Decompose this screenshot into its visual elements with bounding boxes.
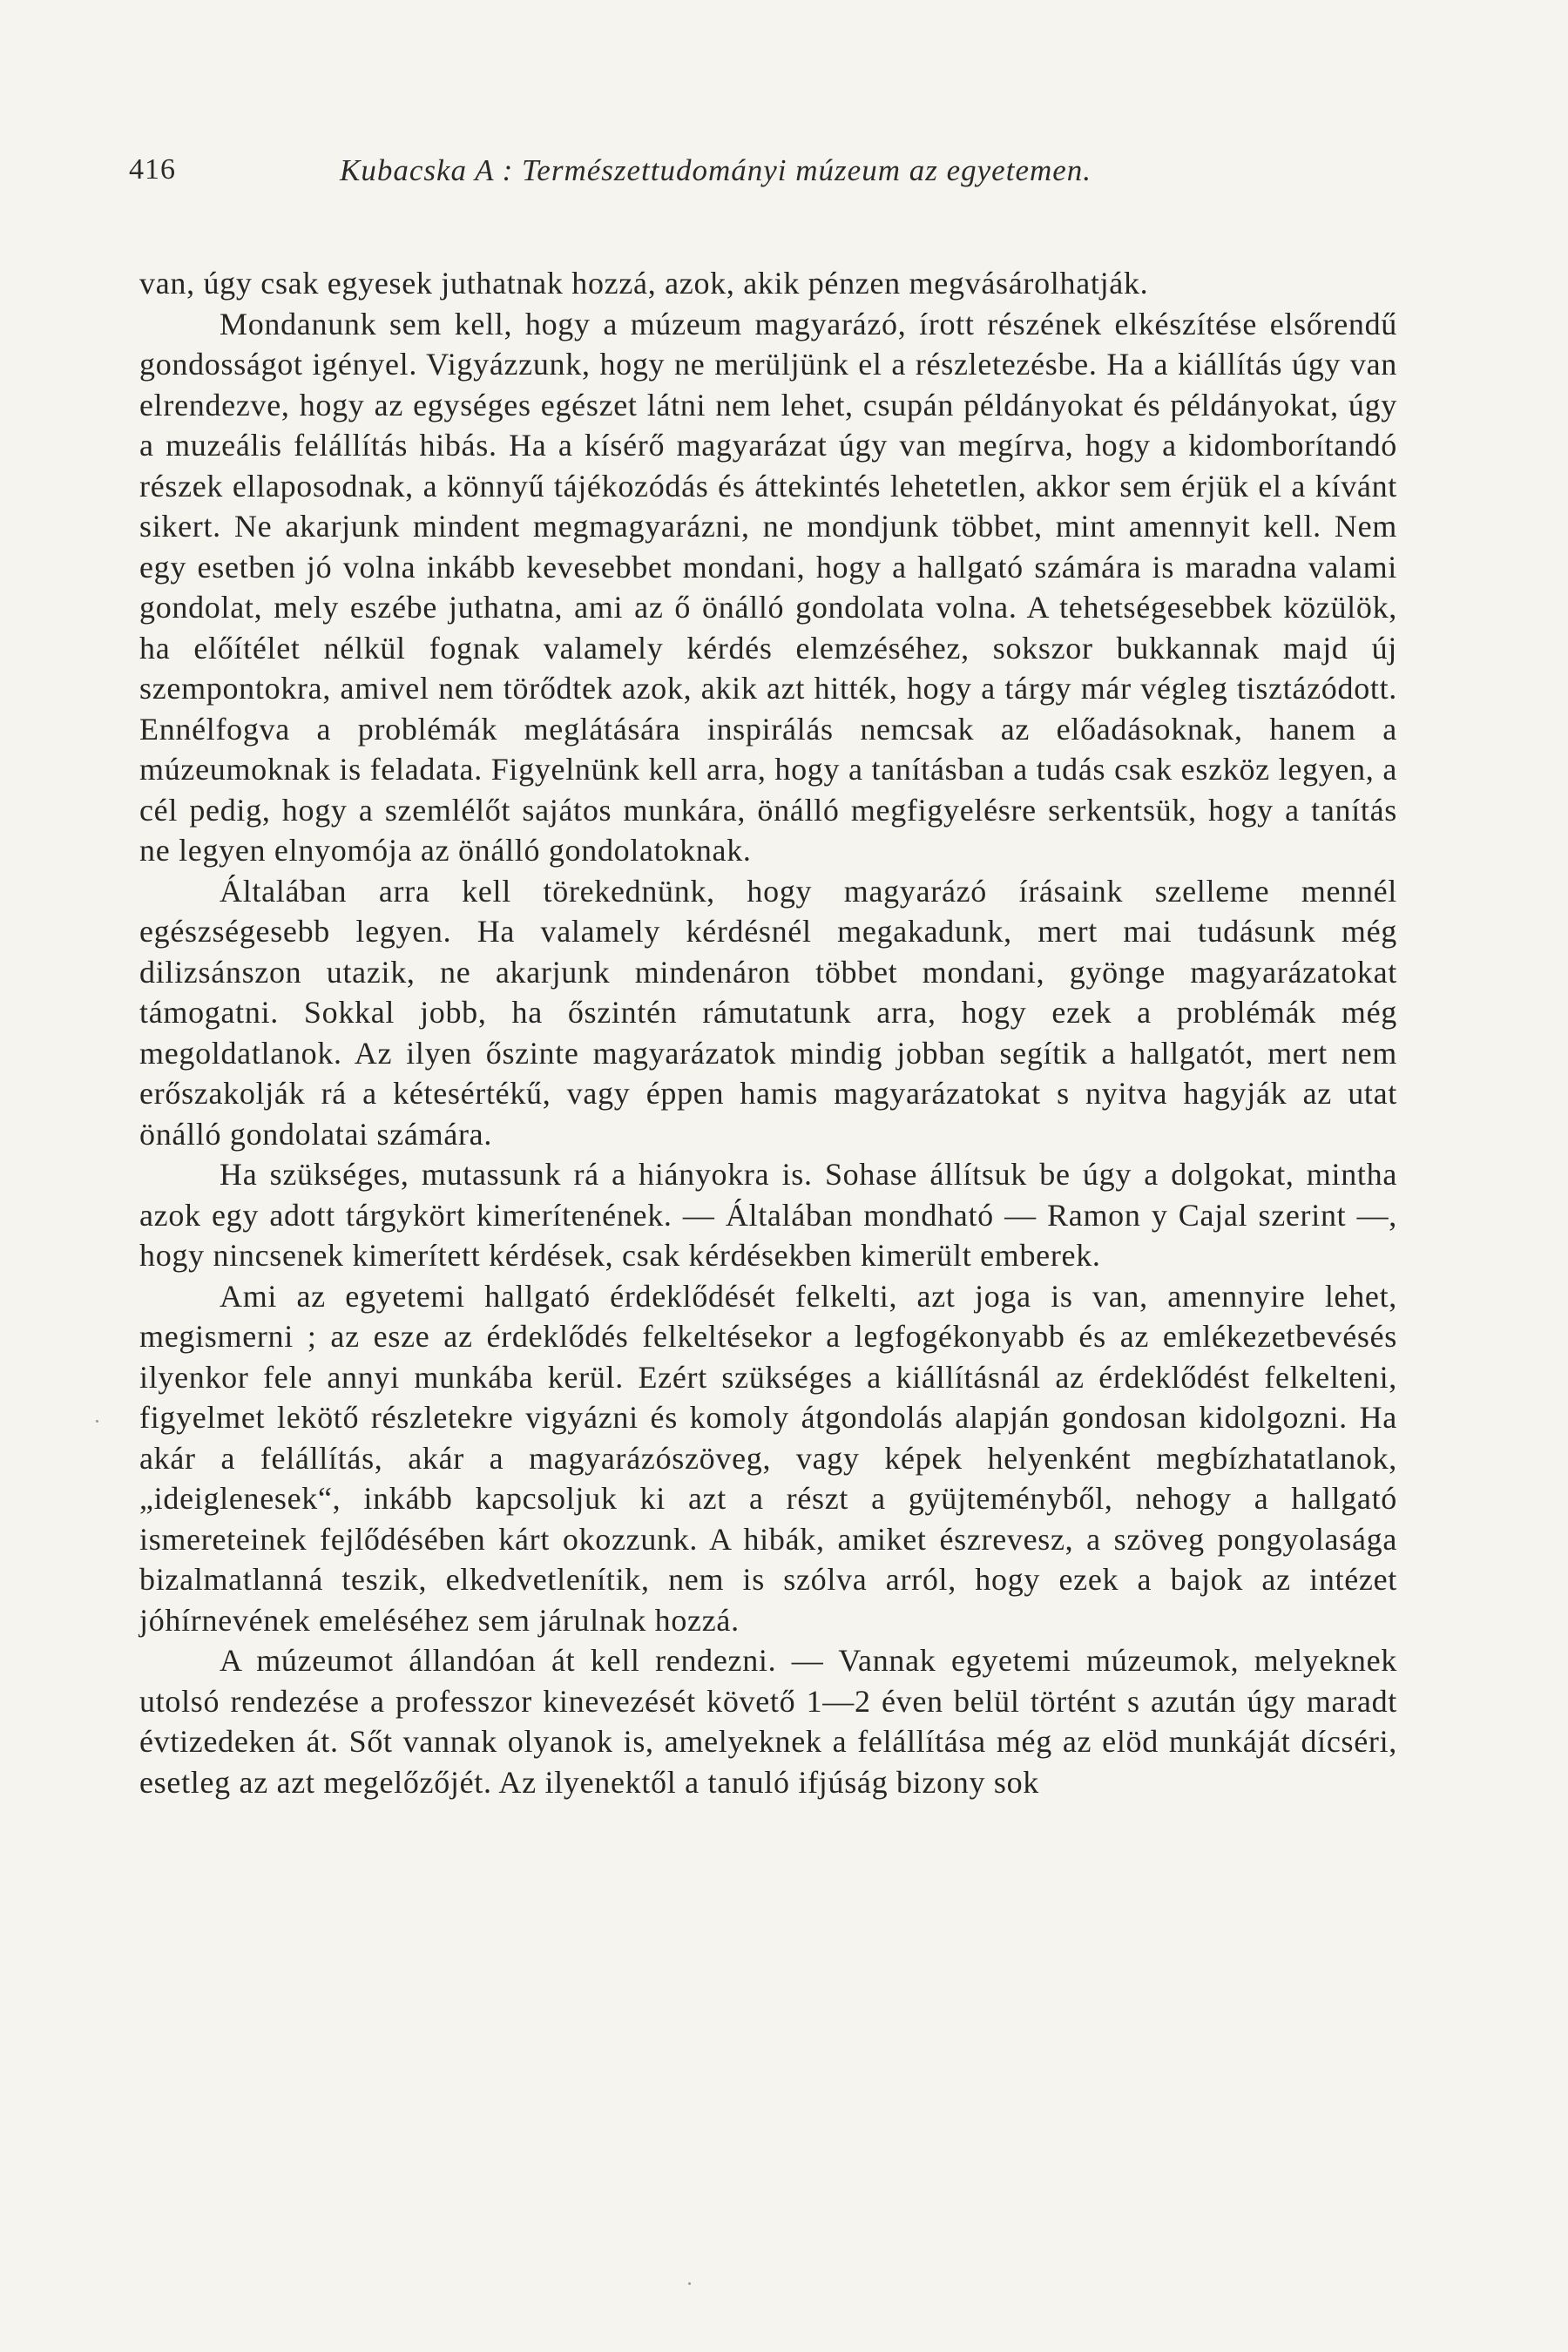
paragraph-1: van, úgy csak egyesek juthatnak hozzá, azok, akik pénzen megvásárolhatják. xyxy=(139,266,1149,301)
paragraph-2: Mondanunk sem kell, hogy a múzeum magyarázó, írott részének elkészítése elsőrendű gondosságot igényel. Vigyázzunk, hogy ne merüljünk el a részletezésbe. Ha a kiállítás úgy van elrendezve, hogy az egységes egészet látni nem lehet, csupán példányokat és példányokat, úgy a muzeális felállítás hibás. Ha a kísérő magyarázat úgy van megírva, hogy a kidomborítandó részek ellaposodnak, a könnyű tájékozódás és áttekintés lehetetlen, akkor sem érjük el a kívánt sikert. Ne akarjunk mindent megmagyarázni, ne mondjunk többet, mint amennyit kell. Nem egy esetben jó volna inkább kevesebbet mondani, hogy a hallgató számára is maradna valami gondolat, mely eszébe juthatna, ami az ő önálló gondolata volna. A tehetségesebbek közülök, ha előítélet nélkül fognak valamely kérdés elemzéséhez, sokszor bukkannak majd új szempontokra, amivel nem törődtek azok, akik azt hitték, hogy a tárgy már végleg tisztázódott. Ennélfogva a problémák meglátására inspirálás nemcsak az előadásoknak, hanem a múzeumoknak is feladata. Figyelnünk kell arra, hogy a tanításban a tudás csak eszköz legyen, a cél pedig, hogy a szemlélőt sajátos munkára, önálló megfigyelésre serkentsük, hogy a tanítás ne legyen elnyomója az önálló gondolatoknak. xyxy=(139,306,1397,868)
paragraph-5: Ami az egyetemi hallgató érdeklődését felkelti, azt joga is van, amennyire lehet, megismerni ; az esze az érdeklődés felkeltésekor a legfogékonyabb és az emlékezetbevésés ilyenkor fele annyi munkába kerül. Ezért szükséges a kiállításnál az érdeklődést felkelteni, figyelmet lekötő részletekre vigyázni és komoly átgondolás alapján gondosan kidolgozni. Ha akár a felállítás, akár a magyarázószöveg, vagy képek helyenként megbízhatatlanok, „ideiglenesek“, inkább kapcsoljuk ki azt a részt a gyüjteményből, nehogy a hallgató ismereteinek fejlődésében kárt okozzunk. A hibák, amiket észrevesz, a szöveg pongyolasága bizalmatlanná teszik, elkedvetlenítik, nem is szólva arról, hogy ezek a bajok az intézet jóhírnevének emeléséhez sem járulnak hozzá. xyxy=(139,1278,1397,1638)
running-title: Kubacska A : Természettudományi múzeum az egyetemen. xyxy=(340,153,1092,187)
paper-speck xyxy=(96,1420,98,1423)
paragraph-4: Ha szükséges, mutassunk rá a hiányokra is. Sohase állítsuk be úgy a dolgokat, mintha azok egy adott tárgykört kimerítenének. — Általában mondható — Ramon y Cajal szerint —, hogy nincsenek kimerített kérdések, csak kérdésekben kimerült emberek. xyxy=(139,1157,1397,1273)
page-number: 416 xyxy=(129,153,176,186)
paragraph-6: A múzeumot állandóan át kell rendezni. — Vannak egyetemi múzeumok, melyeknek utolsó rendezése a professzor kinevezését követő 1—2 éven belül történt s azután úgy maradt évtizedeken át. Sőt vannak olyanok is, amelyeknek a felállítása még az elöd munkáját dícséri, esetleg az azt megelőzőjét. Az ilyenektől a tanuló ifjúság bizony sok xyxy=(139,1643,1397,1800)
body-text xyxy=(139,263,1397,1802)
page-header xyxy=(129,153,1401,206)
paper-speck xyxy=(688,2282,691,2285)
paragraph-3: Általában arra kell törekednünk, hogy magyarázó írásaink szelleme mennél egészségesebb legyen. Ha valamely kérdésnél megakadunk, mert mai tudásunk még dilizsánszon utazik, ne akarjunk mindenáron többet mondani, gyönge magyarázatokat támogatni. Sokkal jobb, ha őszintén rámutatunk arra, hogy ezek a problémák még megoldatlanok. Az ilyen őszinte magyarázatok mindig jobban segítik a hallgatót, mert nem erőszakolják rá a kétesértékű, vagy éppen hamis magyarázatokat s nyitva hagyják az utat önálló gondolatai számára. xyxy=(139,873,1397,1152)
